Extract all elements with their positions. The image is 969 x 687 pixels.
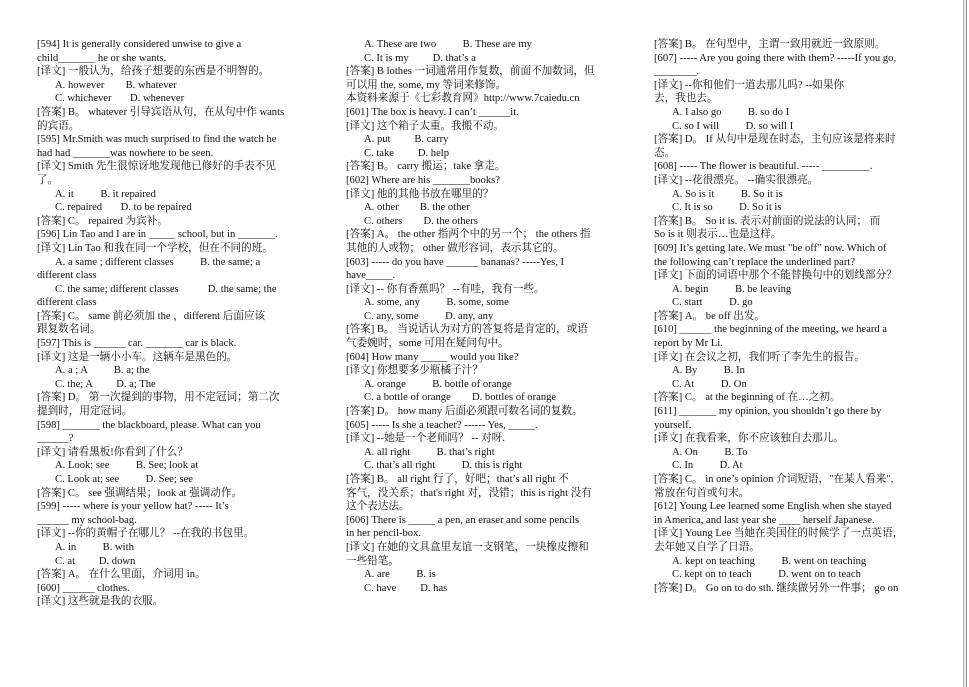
- text-line: [答案] D。 how many 后面必须跟可数名词的复数。: [346, 406, 583, 418]
- text-line: [译文] 在我看来，你不应该独自去那儿。: [654, 433, 844, 445]
- text-line: [译文] 请看黑板!你看到了什么？: [37, 446, 188, 458]
- text-line: So is it 则表示…也是这样。: [654, 229, 782, 241]
- answer-option-line: C. start D. go: [672, 297, 753, 309]
- text-line: [译文] 在会议之初，我们听了李先生的报告。: [654, 351, 865, 363]
- text-line: different class: [37, 270, 97, 282]
- answer-option-line: C. In D. At: [672, 460, 743, 472]
- answer-option-line: A. Look; see B. See; look at: [55, 460, 199, 472]
- column-2: [346, 38, 626, 678]
- text-line: [612] Young Lee learned some English when she stayed: [654, 501, 892, 513]
- answer-option-line: A. a same ; different classes B. the same; a: [55, 256, 261, 268]
- text-line: ______ my school-bag.: [37, 514, 137, 526]
- text-line: in her pencil-box.: [346, 528, 422, 540]
- text-line: [602] Where are his _______books?: [346, 174, 500, 186]
- answer-option-line: C. At D. On: [672, 378, 747, 390]
- text-line: [605] ----- Is she a teacher? ------ Yes, _____.: [346, 419, 538, 431]
- text-line: 气委婉时，some 可用在疑问句中。: [346, 338, 509, 350]
- text-line: 提到时，用定冠词。: [37, 406, 133, 418]
- text-line: [译文] --花很漂亮。 --确实很漂亮。: [654, 174, 819, 186]
- answer-option-line: C. kept on to teach D. went on to teach: [672, 569, 861, 581]
- answer-option-line: C. repaired D. to be repaired: [55, 202, 192, 214]
- text-line: [答案] C。 repaired 为宾补。: [37, 215, 168, 227]
- answer-option-line: C. so I will D. so will I: [672, 120, 794, 132]
- answer-option-line: A. kept on teaching B. went on teaching: [672, 555, 867, 567]
- text-line: [答案] C。 in one’s opinion 介词短语，"在某人看来",: [654, 474, 894, 485]
- answer-option-line: C. have D. has: [364, 582, 448, 594]
- text-line: [答案] B。 carry 搬运；take 拿走。: [346, 161, 506, 173]
- answer-option-line: C. others D. the others: [364, 215, 478, 227]
- text-line: yourself.: [654, 419, 692, 431]
- answer-option-line: C. the; A D. a; The: [55, 378, 156, 390]
- text-line: the following can’t replace the underlined part?: [654, 256, 856, 268]
- answer-option-line: C. any, some D. any, any: [364, 310, 494, 322]
- text-line: [译文] --你和他们一道去那儿吗? --如果你: [654, 79, 845, 91]
- answer-option-line: A. begin B. be leaving: [672, 283, 792, 295]
- text-line: 去年她又自学了日语。: [654, 541, 760, 553]
- answer-option-line: A. I also go B. so do I: [672, 106, 790, 118]
- text-line: [答案] D。 第一次提到的事物，用不定冠词；第二次: [37, 392, 280, 404]
- page-edge: [963, 0, 969, 687]
- text-line: 常放在句首或句末。: [654, 487, 750, 499]
- text-line: child_______ he or she wants.: [37, 52, 167, 64]
- answer-option-line: C. take D. help: [364, 147, 450, 159]
- answer-option-line: A. put B. carry: [364, 134, 449, 146]
- text-line: [译文] 在她的文具盒里友谊一支钢笔，一块橡皮擦和: [346, 541, 589, 553]
- text-line: [604] How many _____ would you like?: [346, 351, 519, 363]
- answer-option-line: A. in B. with: [55, 541, 134, 553]
- answer-option-line: A. a ; A B. a; the: [55, 365, 150, 377]
- answer-option-line: C. It is my D. that’s a: [364, 52, 476, 64]
- text-line: [译文] 这些就是我的衣服。: [37, 596, 164, 608]
- column-3: [654, 38, 936, 678]
- text-line: [译文] -- 你有香蕉吗？ --有哇，我有一些。: [346, 283, 545, 295]
- text-line: [答案] B lothes 一词通常用作复数，前面不加数词，但: [346, 66, 595, 78]
- text-line: 一些铅笔。: [346, 555, 399, 567]
- text-line: [595] Mr.Smith was much surprised to find the watch he: [37, 134, 277, 146]
- text-line: had had _______was nowhere to be seen.: [37, 147, 214, 159]
- text-line: [译文] 一般认为，给孩子想要的东西是不明智的。: [37, 66, 270, 78]
- text-line: [译文] 他的其他书放在哪里的？: [346, 188, 494, 200]
- column-1: [37, 38, 319, 678]
- text-line: [599] ----- where is your yellow hat? ----- It’s: [37, 501, 229, 513]
- text-line: [答案] B。 whatever 引导宾语从句，在从句中作 wants: [37, 106, 285, 118]
- text-line: 其他的人或物； other 做形容词，表示其它的。: [346, 242, 564, 254]
- text-line: [译文] 下面的词语中那个不能替换句中的划线部分？: [654, 270, 897, 282]
- text-line: [译文] 这是一辆小小车。这辆车是黑色的。: [37, 351, 238, 363]
- text-line: [603] ----- do you have ______ bananas? -----Yes, I: [346, 256, 565, 268]
- text-line: have_____.: [346, 270, 396, 282]
- answer-option-line: A. On B. To: [672, 446, 748, 458]
- text-line: [607] ----- Are you going there with them? -----If you go,: [654, 52, 897, 64]
- text-line: [译文] 你想要多少瓶橘子汁？: [346, 365, 483, 377]
- text-line: [答案] A。 在什么里面，介词用 in。: [37, 569, 206, 581]
- answer-option-line: A. other B. the other: [364, 202, 470, 214]
- text-line: [600] ______ clothes.: [37, 582, 130, 594]
- text-line: [601] The box is heavy. I can’t ______it.: [346, 106, 519, 118]
- text-line: report by Mr Li.: [654, 338, 723, 350]
- text-line: 态。: [654, 147, 676, 159]
- text-line: [答案] B。 all right 行了，好吧；that’s all right 不: [346, 474, 569, 485]
- answer-option-line: A. however B. whatever: [55, 79, 177, 91]
- answer-option-line: C. at D. down: [55, 555, 136, 567]
- text-line: [606] There is _____ a pen, an eraser and some pencils: [346, 514, 580, 526]
- answer-option-line: C. that’s all right D. this is right: [364, 460, 523, 472]
- text-line: 了。: [37, 174, 59, 186]
- text-line: [610] ______ the beginning of the meeting, we heard a: [654, 324, 887, 336]
- text-line: 的宾语。: [37, 120, 80, 132]
- answer-option-line: C. Look at; see D. See; see: [55, 474, 193, 485]
- text-line: 跟复数名词。: [37, 324, 101, 336]
- text-line: [译文] --她是一个老师吗？ -- 对呀.: [346, 433, 505, 445]
- answer-option-line: A. it B. it repaired: [55, 188, 156, 200]
- text-line: 客气，没关系；that's right 对，没错；this is right 没有: [346, 487, 592, 499]
- text-line: [答案] B。 当说话认为对方的答复将是肯定的，或语: [346, 324, 588, 336]
- answer-option-line: A. So is it B. So it is: [672, 188, 783, 200]
- text-line: [596] Lin Tao and I are in _____ school, but in _______.: [37, 229, 278, 241]
- text-line: [译文] 这个箱子太重。我搬不动。: [346, 120, 505, 132]
- text-line: [611] _______ my opinion, you shouldn’t go there by: [654, 406, 882, 418]
- text-line: 可以用 the, some, my 等词来修饰。: [346, 79, 507, 91]
- text-line: [答案] B。 在句型中，主谓一致用就近一致原则。: [654, 39, 886, 50]
- text-line: [答案] C。 at the beginning of 在…之初。: [654, 392, 841, 404]
- text-line: [答案] C。 see 强调结果；look at 强调动作。: [37, 487, 243, 499]
- answer-option-line: C. whichever D. whenever: [55, 93, 185, 105]
- text-line: [答案] C。 same 前必须加 the ，different 后面应该: [37, 310, 266, 322]
- text-line: [609] It’s getting late. We must "be off" now. Which of: [654, 242, 887, 254]
- text-line: [答案] B。 So it is. 表示对前面的说法的认同； 而: [654, 215, 881, 227]
- text-line: [答案] D。 If 从句中是现在时态，主句应该是将来时: [654, 134, 896, 146]
- answer-option-line: C. It is so D. So it is: [672, 202, 782, 214]
- answer-option-line: A. some, any B. some, some: [364, 297, 509, 309]
- text-line: [597] This is ______ car. _______ car is black.: [37, 338, 237, 350]
- text-line: [译文] Lin Tao 和我在同一个学校，但在不同的班。: [37, 242, 273, 254]
- answer-option-line: C. a bottle of orange D. bottles of orange: [364, 392, 557, 404]
- text-line: 本资料来源于《七彩教育网》http://www.7caiedu.cn: [346, 93, 580, 105]
- text-line: [594] It is generally considered unwise to give a: [37, 39, 242, 50]
- text-line: [译文] Smith 先生很惊讶地发现他已修好的手表不见: [37, 161, 276, 173]
- answer-option-line: A. orange B. bottle of orange: [364, 378, 512, 390]
- text-line: [598] _______ the blackboard, please. What can you: [37, 419, 261, 431]
- text-line: [译文] --你的黄帽子在哪儿？ --在我的书包里。: [37, 528, 255, 540]
- answer-option-line: A. all right B. that’s right: [364, 446, 495, 458]
- answer-option-line: A. are B. is: [364, 569, 436, 581]
- text-line: different class: [37, 297, 97, 309]
- answer-option-line: C. the same; different classes D. the same; the: [55, 283, 277, 295]
- text-line: [608] ----- The flower is beautiful. ----- _________.: [654, 161, 873, 173]
- text-line: [答案] D。 Go on to do sth. 继续做另外一件事； go on: [654, 582, 899, 594]
- text-line: ______?: [37, 433, 74, 445]
- text-line: in America, and last year she ____ herself Japanese.: [654, 514, 875, 526]
- text-line: [答案] A。 be off 出发。: [654, 310, 766, 322]
- text-line: 这个表达法。: [346, 501, 410, 513]
- text-line: [译文] Young Lee 当她在美国住的时候学了一点英语，: [654, 528, 904, 540]
- answer-option-line: A. These are two B. These are my: [364, 39, 532, 50]
- text-line: 去，我也去。: [654, 93, 718, 105]
- text-line: [答案] A。 the other 指两个中的另一个； the others 指: [346, 229, 591, 241]
- text-line: ________.: [654, 66, 700, 78]
- answer-option-line: A. By B. In: [672, 365, 745, 377]
